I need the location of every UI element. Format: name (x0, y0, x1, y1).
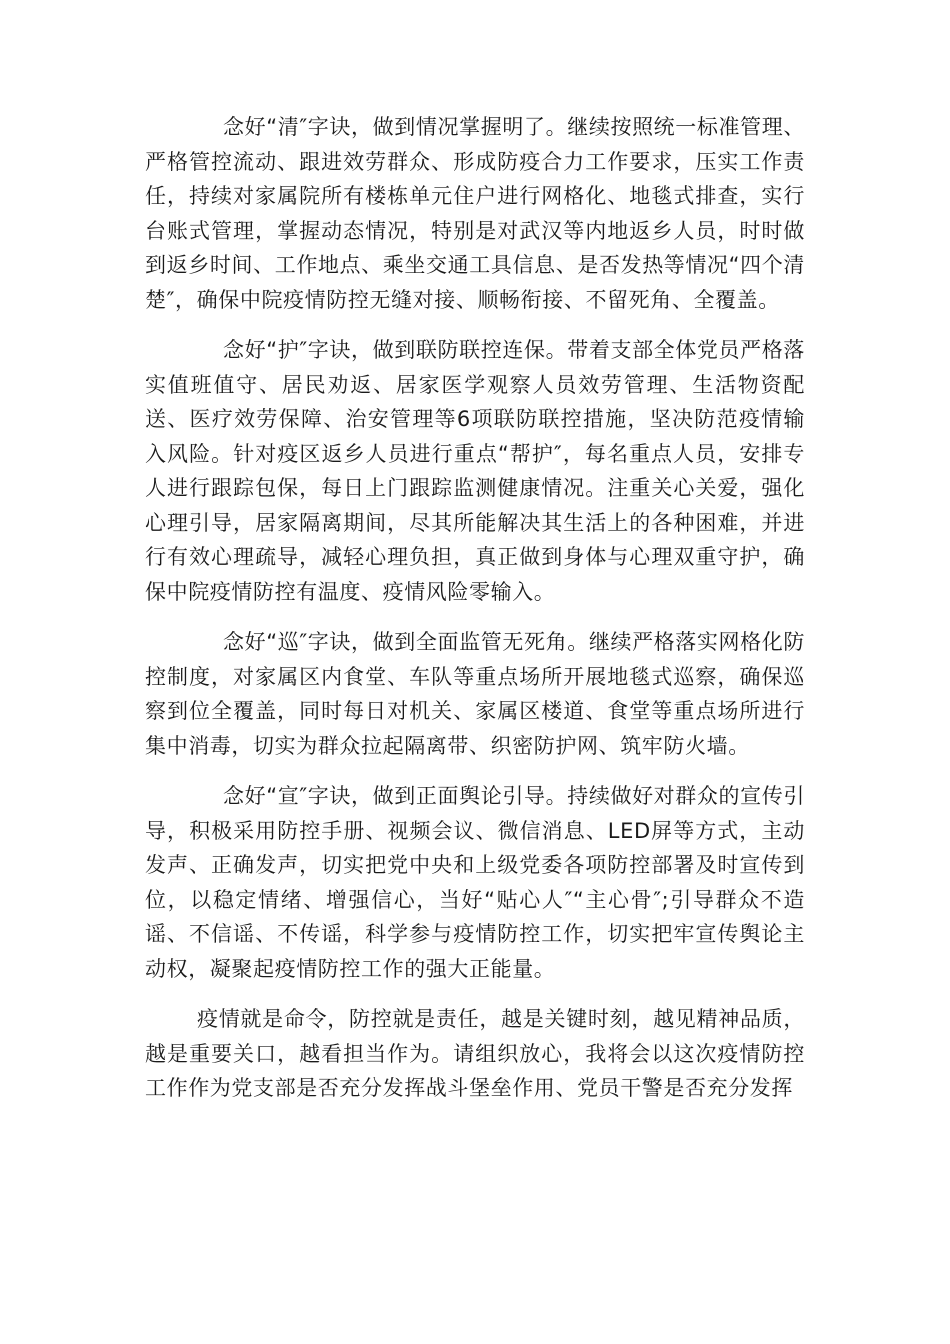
paragraph-hu: 念好“护″字诀，做到联防联控连保。带着支部全体党员严格落实值班值守、居民劝返、居家医学观察人员效劳管理、生活物资配送、医疗效劳保障、治安管理等6项联防联控措施，坚决防范疫情输入风险。针对疫区返乡人员进行重点“帮护″，每名重点人员，安排专人进行跟踪包保，每日上门跟踪监测健康情况。注重关心关爱，强化心理引导，居家隔离期间，尽其所能解决其生活上的各种困难，并进行有效心理疏导，减轻心理负担，真正做到身体与心理双重守护，确保中院疫情防控有温度、疫情风险零输入。 (145, 338, 805, 604)
paragraph-xuan: 念好“宣″字诀，做到正面舆论引导。持续做好对群众的宣传引导，积极采用防控手册、视频会议、微信消息、LED屏等方式，主动发声、正确发声，切实把党中央和上级党委各项防控部署及时宣传到位，以稳定情绪、增强信心，当好“贴心人″“主心骨″;引导群众不造谣、不信谣、不传谣，科学参与疫情防控工作，切实把牢宣传舆论主动权，凝聚起疫情防控工作的强大正能量。 (145, 784, 805, 981)
document-body (145, 110, 805, 1122)
paragraph-xun: 念好“巡″字诀，做到全面监管无死角。继续严格落实网格化防控制度，对家属区内食堂、车队等重点场所开展地毯式巡察，确保巡察到位全覆盖，同时每日对机关、家属区楼道、食堂等重点场所进行集中消毒，切实为群众拉起隔离带、织密防护网、筑牢防火墙。 (145, 630, 805, 758)
paragraph-qing: 念好“清″字诀，做到情况掌握明了。继续按照统一标准管理、严格管控流动、跟进效劳群众、形成防疫合力工作要求，压实工作责任，持续对家属院所有楼栋单元住户进行网格化、地毯式排查，实行台账式管理，掌握动态情况，特别是对武汉等内地返乡人员，时时做到返乡时间、工作地点、乘坐交通工具信息、是否发热等情况“四个清楚″，确保中院疫情防控无缝对接、顺畅衔接、不留死角、全覆盖。 (145, 115, 805, 312)
paragraph-conclusion: 疫情就是命令，防控就是责任，越是关键时刻，越见精神品质，越是重要关口，越看担当作为。请组织放心，我将会以这次疫情防控工作作为党支部是否充分发挥战斗堡垒作用、党员干警是否充分发挥 (145, 1007, 805, 1100)
